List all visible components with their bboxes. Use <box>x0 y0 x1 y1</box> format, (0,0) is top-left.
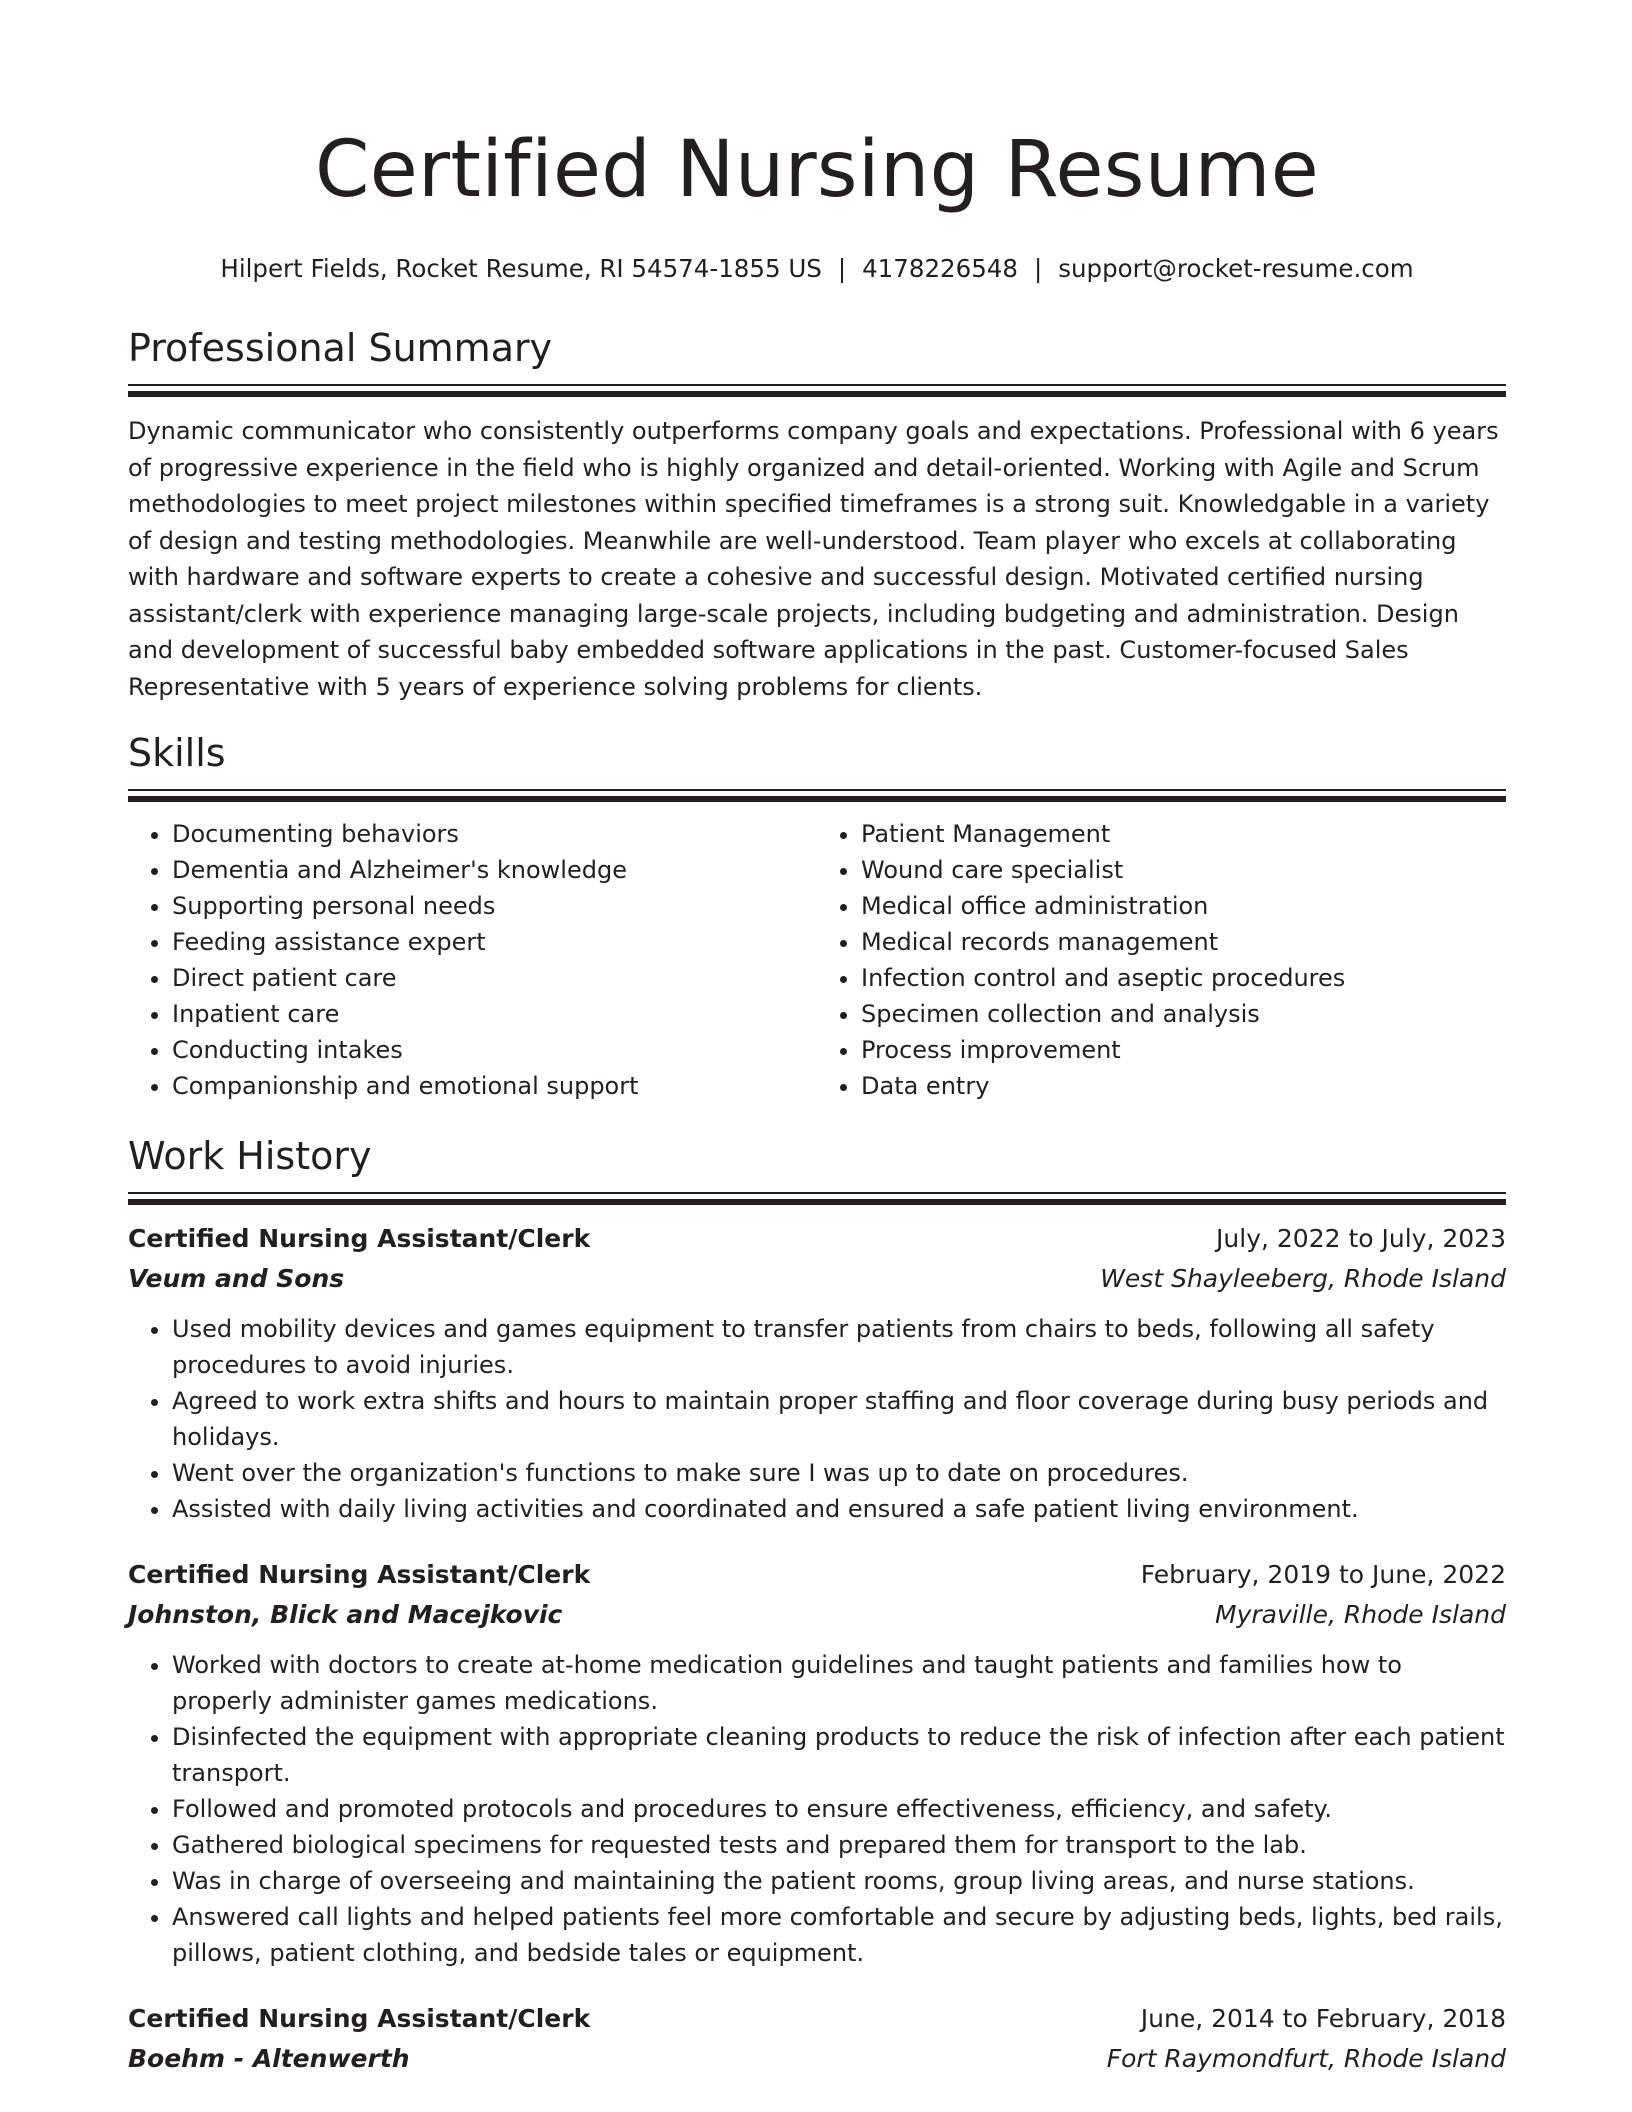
job-company: Boehm - Altenwerth <box>128 2044 410 2073</box>
resume-title: Certified Nursing Resume <box>314 125 1320 215</box>
job-bullet: • Used mobility devices and games equipment to transfer patients from chairs to beds, following all safety procedures to avoid injuries. <box>172 1311 1506 1383</box>
skill-item: • Supporting personal needs <box>172 888 817 924</box>
professional-summary-section <box>128 324 1506 705</box>
section-divider-thin <box>128 384 1506 386</box>
job-company: Johnston, Blick and Macejkovic <box>128 1600 563 1629</box>
skills-section <box>128 729 1506 1104</box>
job-employer-row <box>128 1595 1506 1635</box>
skill-item: • Data entry <box>861 1068 1506 1104</box>
job-entry <box>128 1999 1506 2079</box>
section-heading-work-history: Work History <box>128 1134 372 1178</box>
skill-item: • Infection control and aseptic procedures <box>861 960 1506 996</box>
skill-item: • Companionship and emotional support <box>172 1068 817 1104</box>
job-bullet: • Was in charge of overseeing and maintaining the patient rooms, group living areas, and nurse stations. <box>172 1863 1506 1899</box>
job-bullet: • Went over the organization's functions to make sure I was up to date on procedures. <box>172 1455 1506 1491</box>
section-divider-thin <box>128 1192 1506 1194</box>
skill-item: • Direct patient care <box>172 960 817 996</box>
job-entry <box>128 1555 1506 1971</box>
job-bullet-list <box>128 1647 1506 1971</box>
job-bullet: • Disinfected the equipment with appropriate cleaning products to reduce the risk of infection after each patient transport. <box>172 1719 1506 1791</box>
contact-address: Hilpert Fields, Rocket Resume, RI 54574-1855 US <box>220 254 822 283</box>
job-dates: June, 2014 to February, 2018 <box>1140 2004 1506 2033</box>
skill-item: • Dementia and Alzheimer's knowledge <box>172 852 817 888</box>
section-heading-summary: Professional Summary <box>128 326 553 370</box>
job-bullet: • Answered call lights and helped patients feel more comfortable and secure by adjusting beds, lights, bed rails, pillows, patient clothing, and bedside tales or equipment. <box>172 1899 1506 1971</box>
contact-line <box>128 252 1506 286</box>
job-title: Certified Nursing Assistant/Clerk <box>128 1560 591 1589</box>
job-location: Fort Raymondfurt, Rhode Island <box>1106 2044 1506 2073</box>
skills-list-left <box>128 816 817 1104</box>
job-title: Certified Nursing Assistant/Clerk <box>128 2004 591 2033</box>
skill-item: • Patient Management <box>861 816 1506 852</box>
skill-item: • Feeding assistance expert <box>172 924 817 960</box>
skills-list-right <box>817 816 1506 1104</box>
job-bullet: • Followed and promoted protocols and procedures to ensure effectiveness, efficiency, and safety. <box>172 1791 1506 1827</box>
job-bullet-list <box>128 1311 1506 1527</box>
skill-item: • Process improvement <box>861 1032 1506 1068</box>
contact-separator: | <box>837 254 847 283</box>
contact-phone: 4178226548 <box>862 254 1018 283</box>
section-heading-skills: Skills <box>128 731 226 775</box>
job-bullet: • Gathered biological specimens for requested tests and prepared them for transport to the lab. <box>172 1827 1506 1863</box>
job-header-row <box>128 1999 1506 2039</box>
skill-item: • Medical records management <box>861 924 1506 960</box>
skill-item: • Wound care specialist <box>861 852 1506 888</box>
contact-email: support@rocket-resume.com <box>1058 254 1414 283</box>
job-bullet: • Assisted with daily living activities and coordinated and ensured a safe patient living environment. <box>172 1491 1506 1527</box>
job-bullet: • Worked with doctors to create at-home medication guidelines and taught patients and families how to properly administer games medications. <box>172 1647 1506 1719</box>
job-header-row <box>128 1219 1506 1259</box>
job-employer-row <box>128 1259 1506 1299</box>
job-location: Myraville, Rhode Island <box>1215 1600 1506 1629</box>
contact-separator: | <box>1033 254 1043 283</box>
skill-item: • Medical office administration <box>861 888 1506 924</box>
job-dates: February, 2019 to June, 2022 <box>1140 1560 1506 1589</box>
job-title: Certified Nursing Assistant/Clerk <box>128 1224 591 1253</box>
job-location: West Shayleeberg, Rhode Island <box>1100 1264 1506 1293</box>
skill-item: • Documenting behaviors <box>172 816 817 852</box>
job-header-row <box>128 1555 1506 1595</box>
work-history-section <box>128 1132 1506 2079</box>
job-bullet: • Agreed to work extra shifts and hours to maintain proper staffing and floor coverage during busy periods and holidays. <box>172 1383 1506 1455</box>
skill-item: • Conducting intakes <box>172 1032 817 1068</box>
job-company: Veum and Sons <box>128 1264 345 1293</box>
skill-item: • Inpatient care <box>172 996 817 1032</box>
summary-paragraph: Dynamic communicator who consistently outperforms company goals and expectations. Professional with 6 years of progressive experience in the field who is highly organized and detail-oriented. Working with Agile and Scrum methodologies to meet project milestones within specified timeframes is a strong suit. Knowledgable in a variety of design and testing methodologies. Meanwhile are well-understood. Team player who excels at collaborating with hardware and software experts to create a cohesive and successful design. Motivated certified nursing assistant/clerk with experience managing large-scale projects, including budgeting and administration. Design and development of successful baby embedded software applications in the past. Customer-focused Sales Representative with 5 years of experience solving problems for clients. <box>128 417 1499 701</box>
section-divider-thin <box>128 789 1506 791</box>
job-dates: July, 2022 to July, 2023 <box>1216 1224 1506 1253</box>
section-divider-thick <box>128 391 1506 397</box>
job-entry <box>128 1219 1506 1527</box>
skill-item: • Specimen collection and analysis <box>861 996 1506 1032</box>
section-divider-thick <box>128 796 1506 802</box>
section-divider-thick <box>128 1199 1506 1205</box>
skills-grid <box>128 816 1506 1104</box>
job-employer-row <box>128 2039 1506 2079</box>
